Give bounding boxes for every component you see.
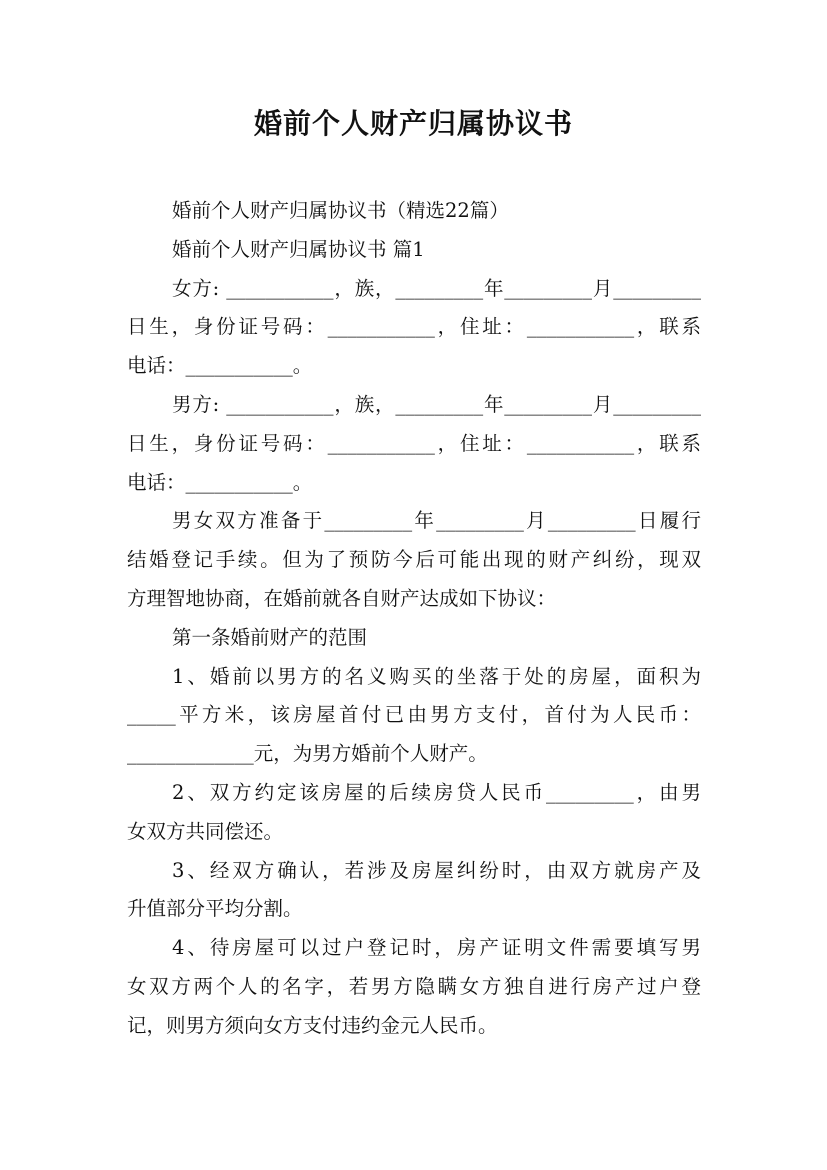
- document-body: [127, 192, 701, 1046]
- text-line: 女双方共同偿还。: [127, 819, 284, 843]
- text-line: 结婚登记手续。但为了预防今后可能出现的财产纠纷，现双: [127, 548, 701, 572]
- text-line: 男方: ___________，族，_________年_________月_________: [172, 392, 701, 416]
- document-title: 婚前个人财产归属协议书: [253, 107, 573, 140]
- text-line: 方理智地协商，在婚前就各自财产达成如下协议：: [127, 586, 557, 610]
- text-line: 女双方两个人的名字，若男方隐瞒女方独自进行房产过户登: [127, 974, 701, 998]
- text-line: 女方: ___________，族，_________年_________月_________: [172, 276, 701, 300]
- text-line: 电话：___________。: [127, 470, 313, 494]
- text-line: 记，则男方须向女方支付违约金元人民币。: [127, 1013, 498, 1037]
- text-line: 3、经双方确认，若涉及房屋纠纷时，由双方就房产及: [172, 858, 701, 882]
- text-line: 1、婚前以男方的名义购买的坐落于处的房屋，面积为: [172, 664, 701, 688]
- clause-heading: 第一条婚前财产的范围: [172, 625, 368, 649]
- text-line: 男女双方准备于_________年_________月_________日履行: [172, 509, 701, 533]
- text-line: _____平方米，该房屋首付已由男方支付，首付为人民币：: [127, 703, 701, 727]
- subtitle: 婚前个人财产归属协议书（精选22篇）: [172, 199, 509, 222]
- text-line: 日生，身份证号码：___________，住址：___________，联系: [127, 315, 701, 339]
- text-line: 日生，身份证号码：___________，住址：___________，联系: [127, 431, 701, 455]
- text-line: _____________元，为男方婚前个人财产。: [127, 742, 488, 766]
- text-line: 4、待房屋可以过户登记时，房产证明文件需要填写男: [172, 936, 701, 960]
- text-line: 升值部分平均分割。: [127, 897, 303, 921]
- text-line: 2、双方约定该房屋的后续房贷人民币_________，由男: [172, 780, 701, 804]
- section-heading: 婚前个人财产归属协议书 篇1: [172, 237, 425, 261]
- text-line: 电话：___________。: [127, 354, 313, 378]
